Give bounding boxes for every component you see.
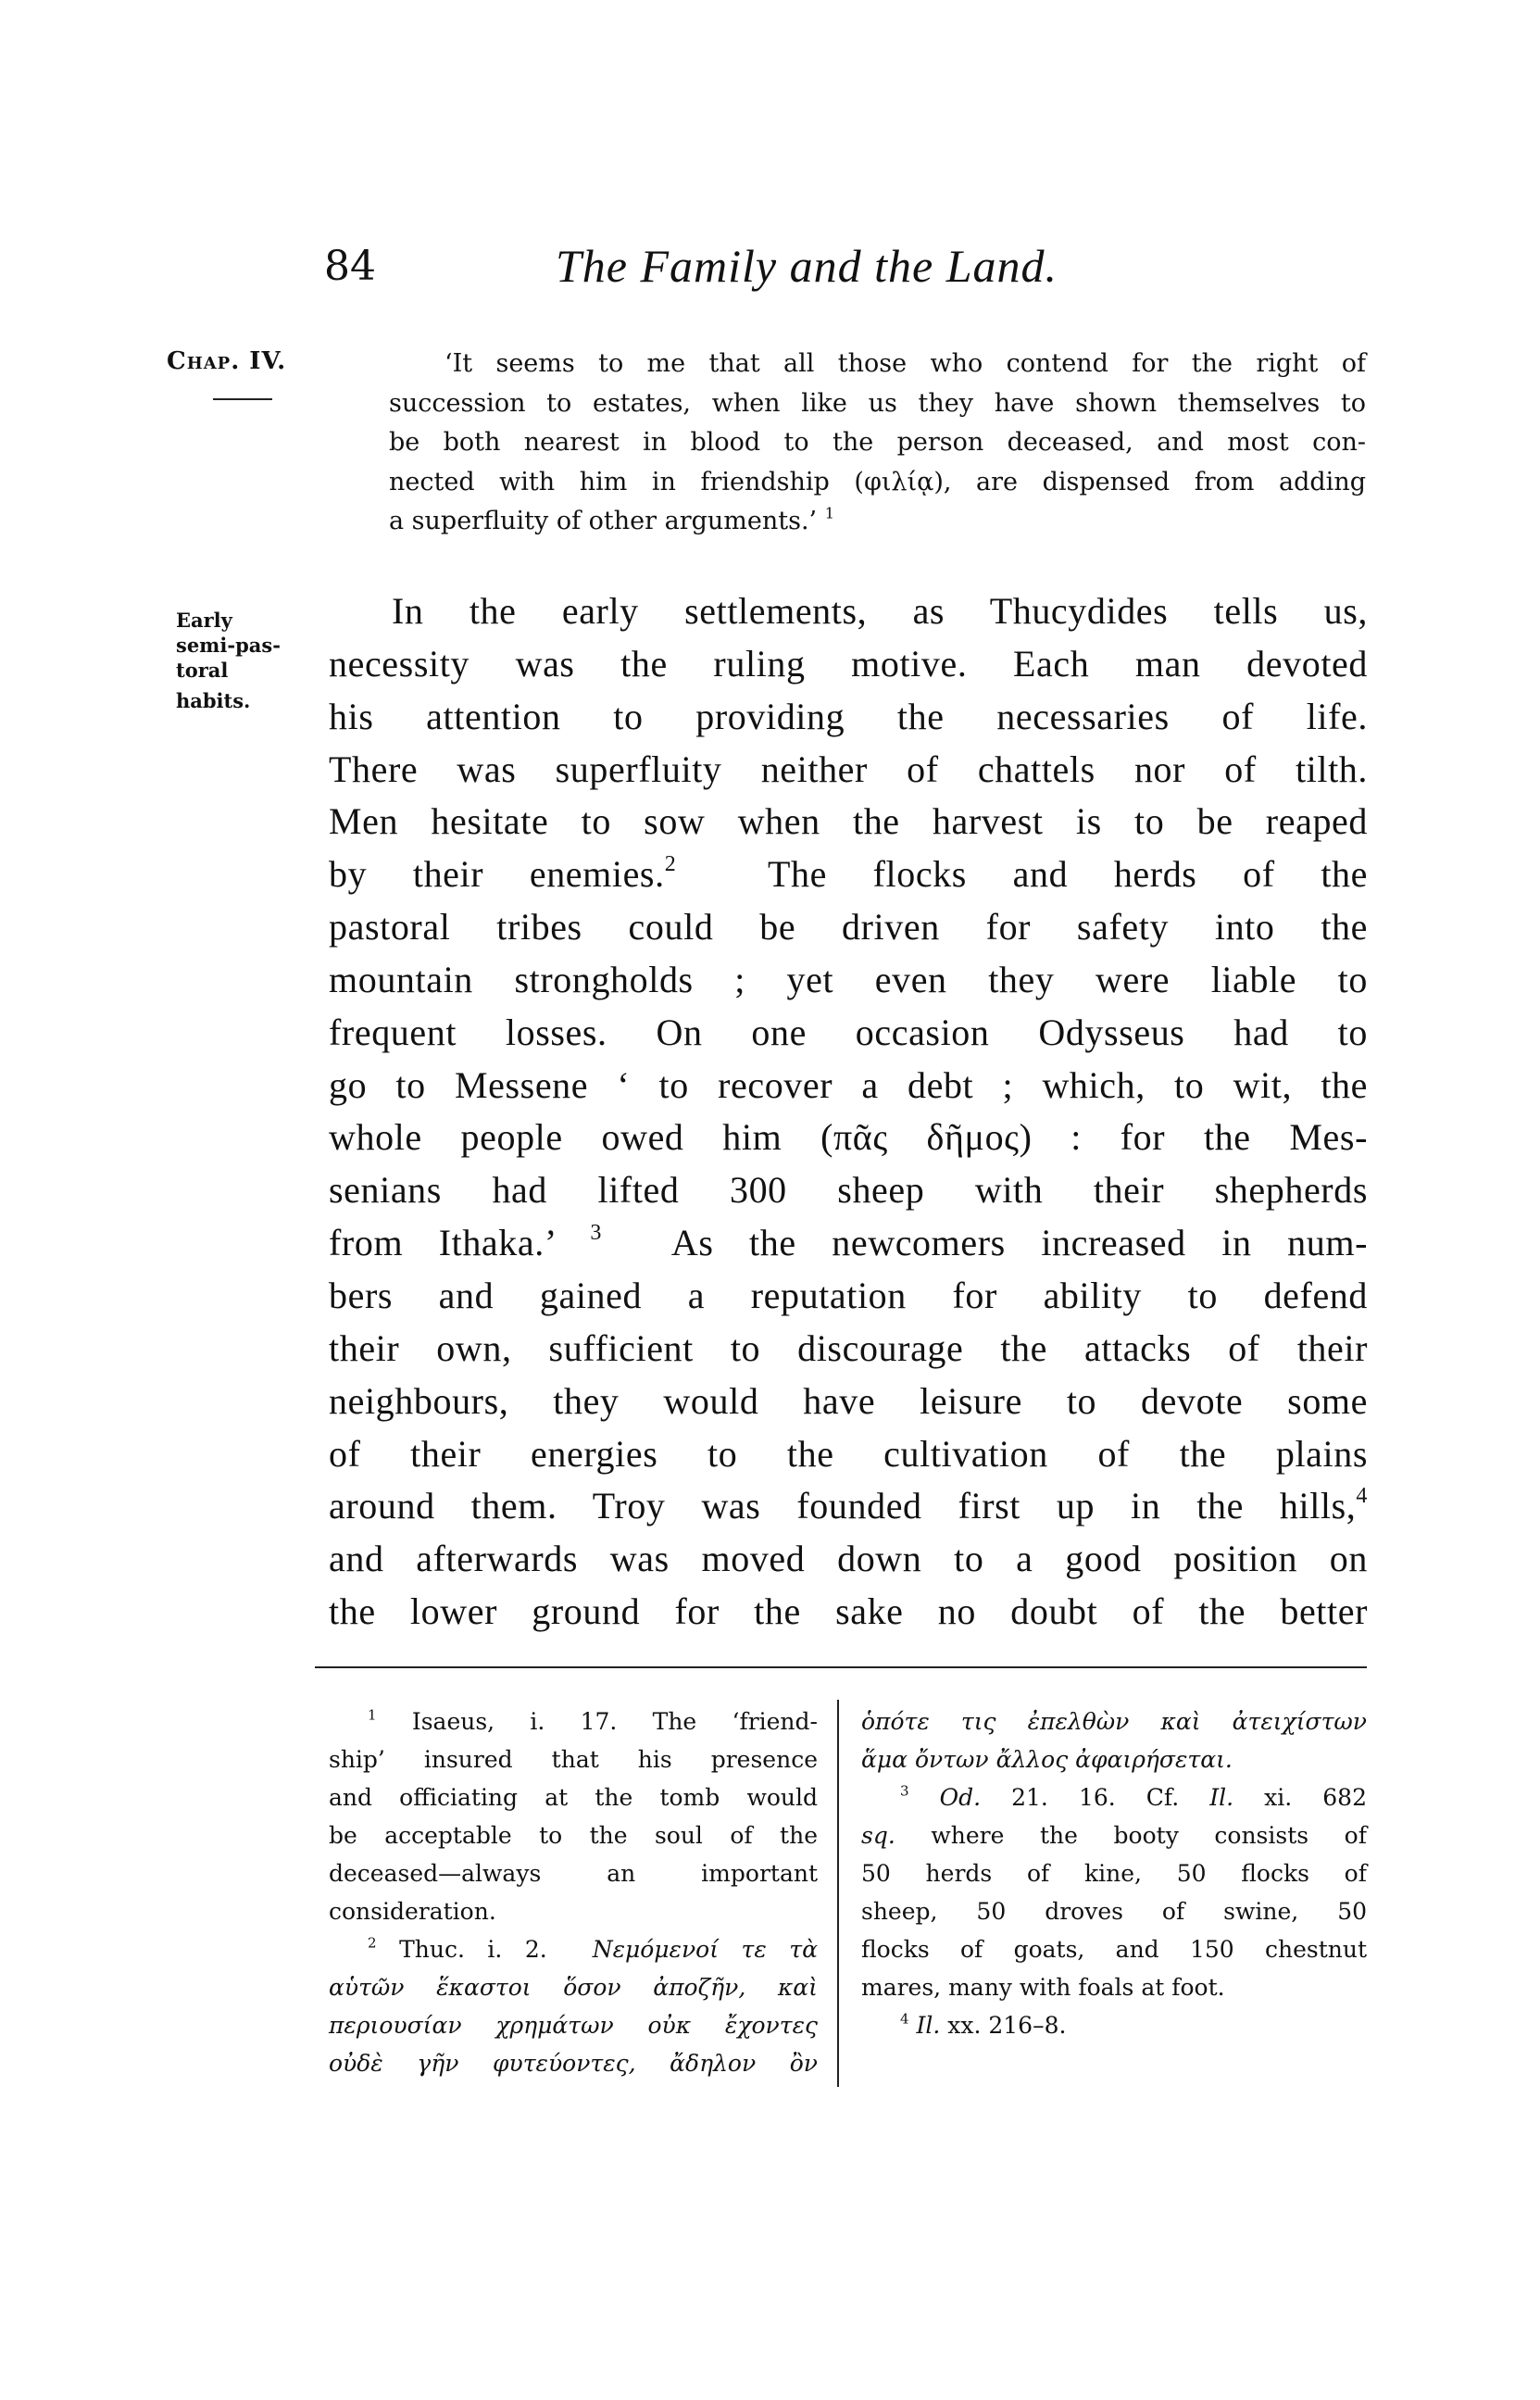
body-line: go to Messene ‘ to recover a debt ; which, to wit, the — [329, 1063, 1368, 1106]
body-line: Men hesitate to sow when the harvest is to be reaped — [329, 800, 1368, 843]
footnote-line: mares, many with foals at foot. — [861, 1974, 1225, 2001]
quote-line: succession to estates, when like us they have shown themselves to — [389, 388, 1366, 418]
body-text: The flocks and herds of the — [767, 853, 1368, 896]
page-number: 84 — [324, 243, 376, 290]
footnote-ref-4[interactable]: 4 — [1356, 1484, 1368, 1509]
citation-italic: Il. — [1209, 1784, 1234, 1811]
footnote-text: Thuc. i. 2. — [399, 1936, 547, 1963]
citation-italic: sq. — [861, 1822, 895, 1849]
footnote-line: consideration. — [329, 1898, 496, 1925]
footnote-number: 2 — [368, 1934, 377, 1952]
running-title: The Family and the Land. — [556, 240, 1058, 292]
body-line: whole people owed him (πᾶς δῆμος) : for the Mes- — [329, 1116, 1368, 1159]
quote-line: ‘It seems to me that all those who contend for the right of — [444, 349, 1366, 378]
footnote-line: ship’ insured that his presence — [329, 1746, 818, 1773]
sidenote-line: semi-pas- — [176, 634, 281, 657]
greek-line: ὁπότε τις ἐπελθὼν καὶ ἀτειχίστων — [861, 1708, 1367, 1735]
quote-text: a superfluity of other arguments.’ — [389, 507, 818, 535]
greek-line: περιουσίαν χρημάτων οὐκ ἔχοντες — [329, 2012, 818, 2039]
sidenote-line: habits. — [176, 689, 251, 712]
sidenote-line: toral — [176, 659, 229, 682]
sidenote-line: Early — [176, 609, 232, 632]
footnote-line: and officiating at the tomb would — [329, 1784, 818, 1811]
footnote-ref-3[interactable]: 3 — [590, 1221, 602, 1246]
footnote-column-divider — [837, 1700, 839, 2087]
greek-line: οὐδὲ γῆν φυτεύοντες, ἄδηλον ὂν — [329, 2050, 818, 2077]
footnote-line: sheep, 50 droves of swine, 50 — [861, 1898, 1367, 1925]
footnote-text: Isaeus, i. 17. The ‘friend- — [411, 1708, 818, 1735]
body-text: As the newcomers increased in num- — [670, 1222, 1368, 1264]
quote-line-last — [389, 502, 1366, 542]
body-text: from Ithaka.’ — [329, 1222, 555, 1264]
footnote-line: flocks of goats, and 150 chestnut — [861, 1936, 1367, 1963]
body-line: pastoral tribes could be driven for safety into the — [329, 906, 1368, 949]
body-line — [329, 1480, 1368, 1533]
greek-text: Νεμόμενοί τε τὰ — [592, 1936, 818, 1963]
quote-line: be both nearest in blood to the person deceased, and most con- — [389, 428, 1366, 457]
body-line: neighbours, they would have leisure to devote some — [329, 1379, 1368, 1422]
body-line: his attention to providing the necessaries of life. — [329, 695, 1368, 737]
chapter-marker: Chap. IV. — [167, 347, 287, 375]
footnotes-left-column — [329, 1703, 818, 2082]
body-line — [329, 848, 1368, 901]
footnotes-right-column — [861, 1703, 1367, 2044]
greek-line: αὑτῶν ἕκαστοι ὅσον ἀποζῆν, καὶ — [329, 1974, 818, 2001]
citation-italic: Il. — [916, 2012, 941, 2039]
body-line: the lower ground for the sake no doubt of the better — [329, 1590, 1368, 1633]
footnote-rule — [315, 1666, 1367, 1668]
block-quote — [389, 345, 1366, 542]
body-line: their own, sufficient to discourage the attacks of their — [329, 1326, 1368, 1369]
footnote-text: xi. 682 — [1264, 1784, 1367, 1811]
quote-line: nected with him in friendship (φιλίᾳ), are dispensed from adding — [389, 467, 1366, 496]
body-line: bers and gained a reputation for ability to defend — [329, 1274, 1368, 1316]
body-line: necessity was the ruling motive. Each man devoted — [329, 642, 1368, 685]
footnote-2 — [329, 1930, 818, 1968]
chapter-rule — [213, 398, 272, 400]
footnote-text: 21. 16. Cf. — [1011, 1784, 1180, 1811]
footnote-text: where the booty consists of — [931, 1822, 1367, 1849]
body-line — [329, 1217, 1368, 1270]
body-line: There was superfluity neither of chattels nor of tilth. — [329, 748, 1368, 790]
footnote-ref-2[interactable]: 2 — [664, 852, 677, 877]
footnote-text: xx. 216–8. — [947, 2012, 1067, 2039]
footnote-1 — [329, 1703, 818, 1740]
footnote-number: 1 — [368, 1706, 377, 1724]
main-paragraph — [329, 585, 1368, 1639]
footnote-number: 4 — [900, 2010, 909, 2028]
footnote-line: deceased—always an important — [329, 1860, 818, 1887]
body-line: of their energies to the cultivation of the plains — [329, 1432, 1368, 1475]
body-line: In the early settlements, as Thucydides tells us, — [392, 590, 1368, 632]
footnote-3 — [861, 1778, 1367, 1816]
footnote-ref-1[interactable]: 1 — [824, 504, 835, 522]
footnote-number: 3 — [900, 1782, 909, 1800]
citation-italic: Od. — [939, 1784, 982, 1811]
body-text: around them. Troy was founded first up in the hills, — [329, 1485, 1357, 1527]
footnote-line — [861, 1816, 1367, 1854]
footnote-line: be acceptable to the soul of the — [329, 1822, 818, 1849]
margin-sidenote — [176, 608, 296, 713]
body-text: by their enemies. — [329, 853, 665, 896]
footnote-4 — [861, 2006, 1367, 2044]
body-line: mountain strongholds ; yet even they were liable to — [329, 958, 1368, 1000]
body-line: frequent losses. On one occasion Odysseus had to — [329, 1011, 1368, 1053]
greek-line: ἅμα ὄντων ἄλλος ἀφαιρήσεται. — [861, 1746, 1233, 1773]
body-line: senians had lifted 300 sheep with their shepherds — [329, 1169, 1368, 1212]
body-line: and afterwards was moved down to a good position on — [329, 1538, 1368, 1580]
footnote-line: 50 herds of kine, 50 flocks of — [861, 1860, 1367, 1887]
